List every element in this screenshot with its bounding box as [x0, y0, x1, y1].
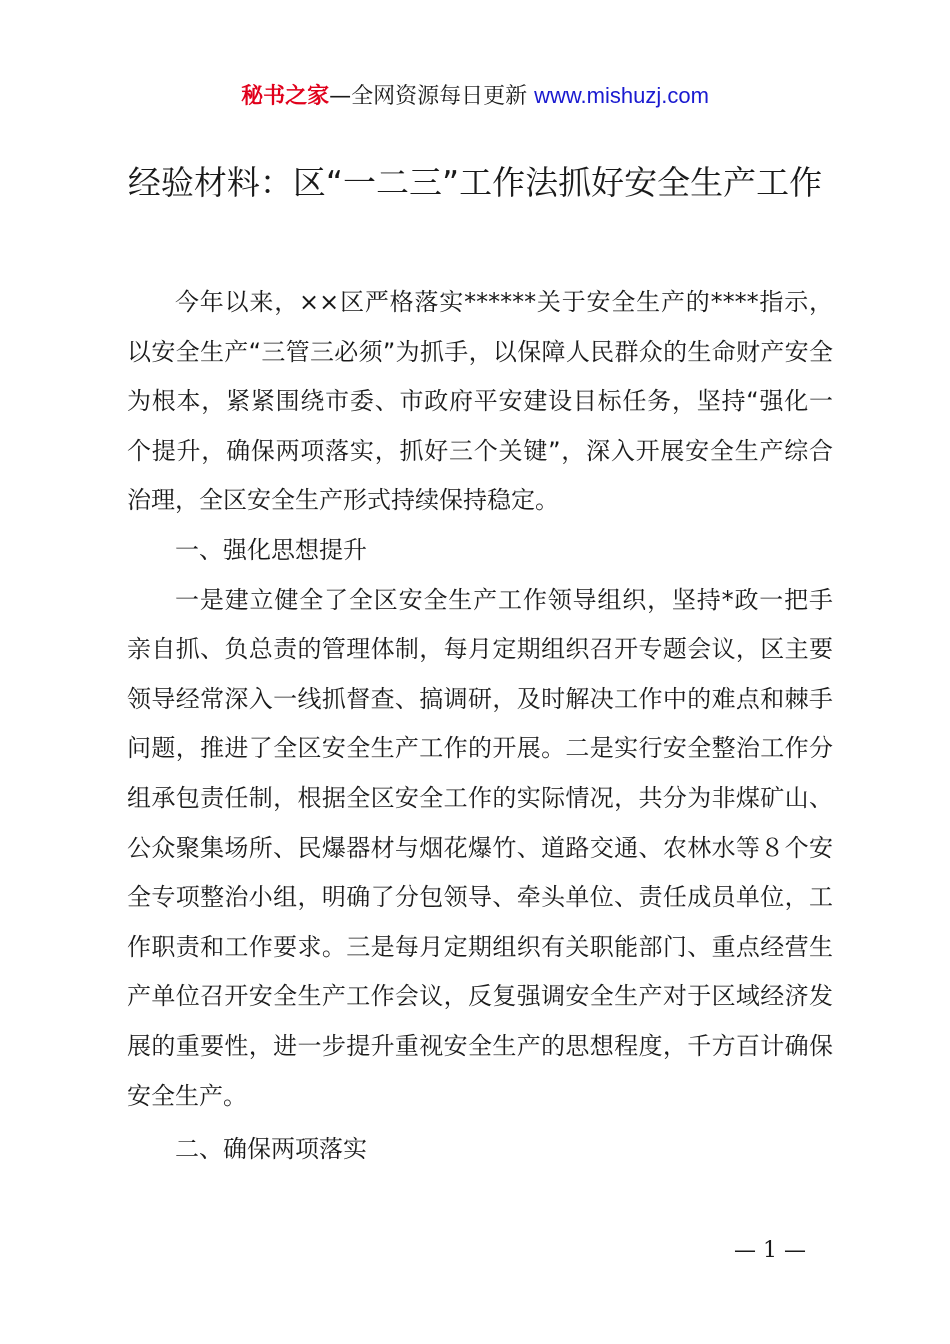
page-number: — 1 — [734, 1238, 806, 1263]
section-heading-2: 二、确保两项落实 [175, 1135, 367, 1164]
site-tagline: —全网资源每日更新 [329, 84, 535, 109]
document-title: 经验材料：区“一二三”工作法抓好安全生产工作 [127, 163, 823, 202]
site-banner [0, 82, 950, 111]
site-brand: 秘书之家 [241, 84, 330, 109]
section-1-paragraph: 一是建立健全了全区安全生产工作领导组织，坚持*政一把手亲自抓、负总责的管理体制，每月定期组织召开专题会议，区主要领导经常深入一线抓督查、搞调研，及时解决工作中的难点和棘手问题，推进了全区安全生产工作的开展。二是实行安全整治工作分组承包责任制，根据全区安全工作的实际情况，共分为非煤矿山、公众聚集场所、民爆器材与烟花爆竹、道路交通、农林水等８个安全专项整治小组，明确了分包领导、牵头单位、责任成员单位，工作职责和工作要求。三是每月定期组织有关职能部门、重点经营生产单位召开安全生产工作会议，反复强调安全生产对于区域经济发展的重要性，进一步提升重视安全生产的思想程度，千方百计确保安全生产。 [127, 585, 833, 1110]
document-body [127, 278, 833, 1175]
intro-paragraph: 今年以来，××区严格落实******关于安全生产的****指示，以安全生产“三管三必须”为抓手，以保障人民群众的生命财产安全为根本，紧紧围绕市委、市政府平安建设目标任务，坚持“强化一个提升，确保两项落实，抓好三个关键”，深入开展安全生产综合治理，全区安全生产形式持续保持稳定。 [127, 288, 833, 515]
site-url-link[interactable]: www.mishuzj.com [534, 83, 709, 108]
section-heading-1: 一、强化思想提升 [175, 535, 367, 564]
